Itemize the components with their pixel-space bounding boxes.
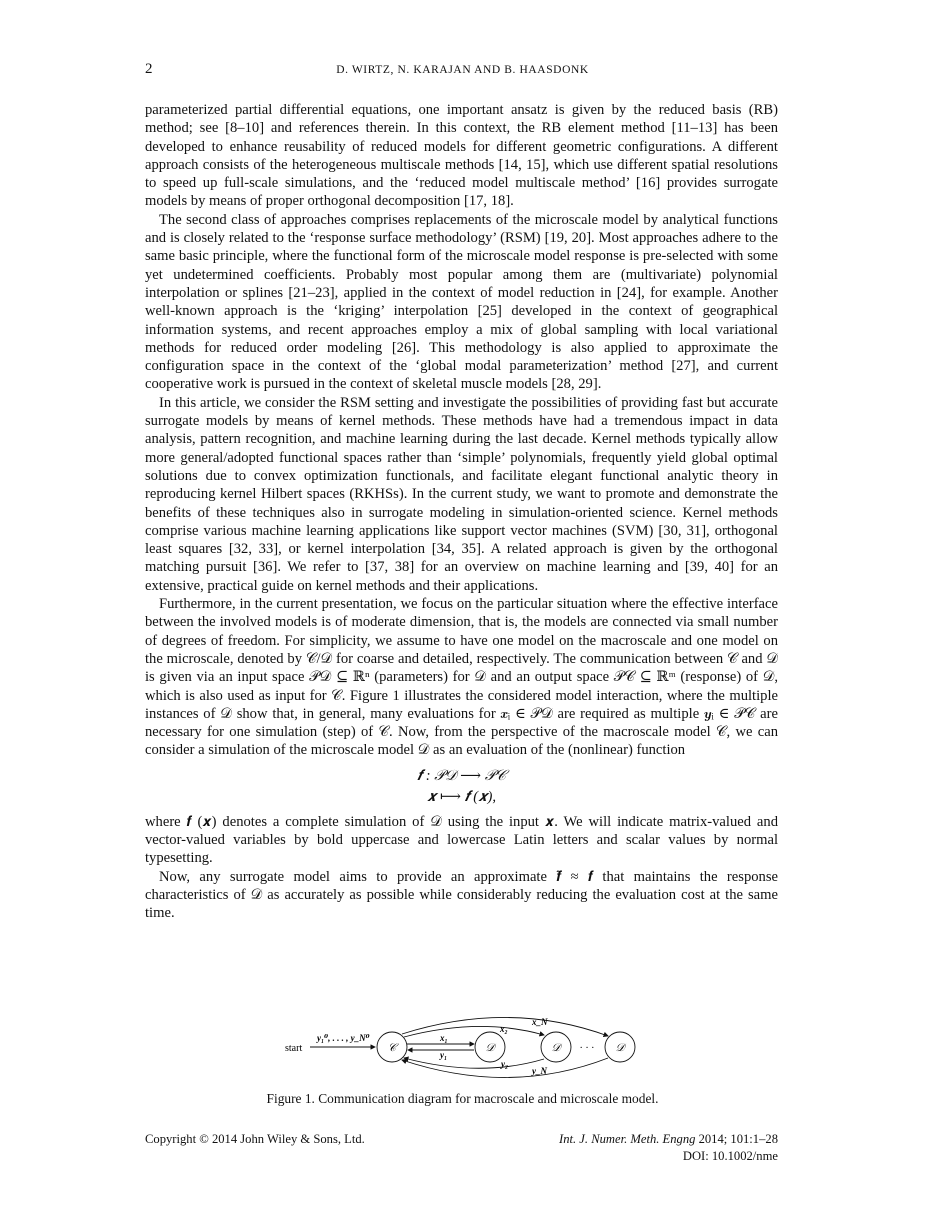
figure-caption: Figure 1. Communication diagram for macroscale and microscale model. <box>266 1091 659 1106</box>
copyright: Copyright © 2014 John Wiley & Sons, Ltd. <box>145 1132 365 1146</box>
label-x1: x₁ <box>440 1033 448 1043</box>
node-c-label: 𝒞 <box>387 1042 397 1054</box>
running-head: D. WIRTZ, N. KARAJAN AND B. HAASDONK <box>336 64 589 76</box>
equation-line-1: 𝒇 : 𝒫𝒟 ⟶ 𝒫𝒞 <box>417 767 506 784</box>
paragraph-3: In this article, we consider the RSM setting and investigate the possibilities of providing fast but accurate surrogate models by means of kernel methods. These methods have had a tremendous impact in data analysis, pattern recognition, and machine learning during the last decade. Kernel methods typically allow more general/adopted functional spaces rather than ‘simple’ polynomials, frequently yield global optimal solutions due to convex optimization functionals, and facilitate elegant functional analytic theory in reproducing kernel Hilbert spaces (RKHSs). In the current study, we want to promote and demonstrate the benefits of these techniques also in surrogate modeling in simulation-oriented science. Kernel methods comprise various machine learning applications like support vector machines (SVM) [30, 31], orthogonal least squares [32, 33], or kernel interpolation [34, 35]. A related approach is given by the orthogonal matching pursuit [36]. We refer to [37, 38] for an overview on machine learning and [39, 40] for an extensive, practical guide on kernel methods and their applications. <box>145 394 778 594</box>
ellipsis: · · · <box>579 1043 595 1054</box>
page-number: 2 <box>145 61 153 77</box>
paragraph-2: The second class of approaches comprises replacements of the microscale model by analytical functions and is closely related to the ‘response surface methodology’ (RSM) [19, 20]. Most approaches adhere to the same basic principle, where the functional form of the microscale model response is pre-selected with some yet undetermined coefficients. Probably most popular among them are (multivariate) polynomial interpolation or splines [21–23], applied in the context of model reduction in [24], for example. Another well-known approach is the ‘kriging’ interpolation [25] developed in the context of geographical information systems, and recent approaches employ a mix of global sampling with local variational methods for reduced order modeling [26]. This methodology is also applied to approximate the configuration space in the context of the ‘global modal parameterization’ method [27], and current cooperative work is pursued in the context of skeletal muscle models [28, 29]. <box>145 211 778 393</box>
journal-citation: 2014; 101:1–28 <box>695 1132 778 1146</box>
label-y2: y₂ <box>501 1059 509 1069</box>
node-d-1-label: 𝒟 <box>485 1042 495 1054</box>
diagram-svg <box>280 1012 660 1084</box>
body-text <box>145 101 778 922</box>
paragraph-4: Furthermore, in the current presentation, we focus on the particular situation where the effective interface between the involved models is of moderate dimension, that is, the models are connected via small number of degrees of freedom. For simplicity, we assume to have one model on the macroscale and one model on the microscale, denoted by 𝒞/𝒟 for coarse and detailed, respectively. The communication between 𝒞 and 𝒟 is given via an input space 𝒫𝒟 ⊆ ℝⁿ (parameters) for 𝒟 and an output space 𝒫𝒞 ⊆ ℝᵐ (response) of 𝒟, which is also used as input for 𝒞. Figure 1 illustrates the considered model interaction, where the multiple instances of 𝒟 show that, in general, many evaluations for 𝒙ᵢ ∈ 𝒫𝒟 are required as multiple 𝒚ᵢ ∈ 𝒫𝒞 are necessary for one simulation (step) of 𝒞. Now, from the perspective of the macroscale model 𝒞, we can consider a simulation of the microscale model 𝒟 as an evaluation of the (nonlinear) function <box>145 596 778 759</box>
journal-name: Int. J. Numer. Meth. Engng <box>559 1132 696 1146</box>
node-d-2-label: 𝒟 <box>551 1042 561 1054</box>
label-x2: x₂ <box>500 1024 508 1034</box>
paragraph-5: where 𝒇 (𝒙) denotes a complete simulation of 𝒟 using the input 𝒙. We will indicate matrix-valued and vector-valued variables by bold uppercase and lowercase Latin letters and scalar values by normal typesetting. <box>145 813 778 867</box>
label-y1: y₁ <box>440 1050 448 1060</box>
node-d-n-label: 𝒟 <box>615 1042 625 1054</box>
paragraph-6: Now, any surrogate model aims to provide an approximate 𝒇̃ ≈ 𝒇 that maintains the response characteristics of 𝒟 as accurately as possible while considerably reducing the evaluation cost at the same time. <box>145 868 778 922</box>
start-label: start <box>285 1043 303 1054</box>
init-label: y₁⁰, . . . , y_N⁰ <box>317 1033 370 1043</box>
label-xn: x_N <box>532 1017 548 1027</box>
doi: DOI: 10.1002/nme <box>682 1149 778 1163</box>
paragraph-1: parameterized partial differential equations, one important ansatz is given by the reduced basis (RB) method; see [8–10] and references therein. In this context, the RB element method [11–13] has been developed to enhance reusability of reduced models for different geometric configurations. A different approach consists of the heterogeneous multiscale methods [14, 15], which use different spatial resolutions to speed up full-scale simulations, and the ‘reduced model multiscale method’ [16] provides surrogate models by means of proper orthogonal decomposition [17, 18]. <box>145 102 778 210</box>
arrow-x2 <box>404 1026 544 1037</box>
label-yn: y_N <box>532 1066 547 1076</box>
equation-block <box>145 766 778 808</box>
communication-diagram <box>280 1012 660 1084</box>
citation-footer <box>559 1132 778 1164</box>
equation-line-2: 𝒙 ⟼ 𝒇 (𝒙), <box>426 788 496 805</box>
